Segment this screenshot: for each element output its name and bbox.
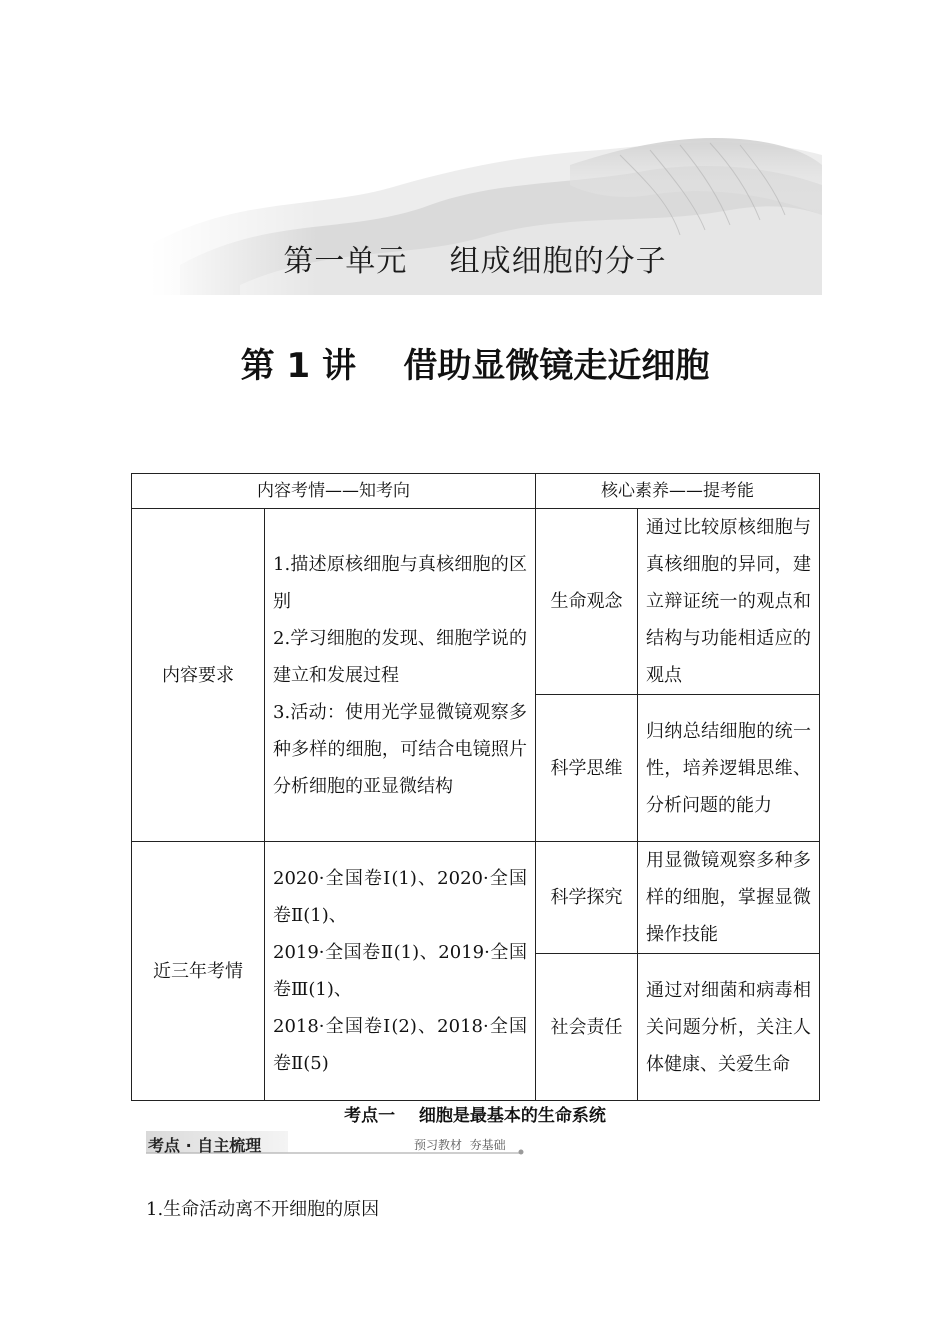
review-subtitle: 预习教材 夯基础	[414, 1138, 506, 1152]
table-header-row	[132, 474, 820, 509]
review-label: 考点 · 自主梳理	[148, 1136, 262, 1155]
table-row	[132, 842, 820, 954]
recent-exams-cell	[265, 842, 536, 1101]
literacy-name: 科学思维	[536, 695, 638, 842]
header-core-literacy: 核心素养——提考能	[536, 474, 820, 509]
exam-item: 2020·全国卷Ⅰ(1)、2020·全国卷Ⅱ(1)、	[273, 868, 527, 926]
requirement-item: 2.学习细胞的发现、细胞学说的建立和发展过程	[273, 627, 527, 686]
literacy-desc: 用显微镜观察多种多样的细胞，掌握显微操作技能	[638, 842, 820, 954]
requirement-item: 1.描述原核细胞与真核细胞的区别	[273, 553, 527, 612]
literacy-name: 科学探究	[536, 842, 638, 954]
content-requirements-label: 内容要求	[132, 509, 265, 842]
unit-title: 第一单元 组成细胞的分子	[283, 244, 667, 279]
recent-exams-label: 近三年考情	[132, 842, 265, 1101]
literacy-desc: 通过比较原核细胞与真核细胞的异同，建立辩证统一的观点和结构与功能相适应的观点	[638, 509, 820, 695]
table-row	[132, 509, 820, 695]
requirement-item: 3.活动：使用光学显微镜观察多种多样的细胞，可结合电镜照片分析细胞的亚显微结构	[273, 701, 527, 797]
literacy-desc: 归纳总结细胞的统一性，培养逻辑思维、分析问题的能力	[638, 695, 820, 842]
literacy-desc: 通过对细菌和病毒相关问题分析，关注人体健康、关爱生命	[638, 954, 820, 1101]
literacy-name: 社会责任	[536, 954, 638, 1101]
body-paragraph: 1.生命活动离不开细胞的原因	[146, 1199, 380, 1220]
exam-item: 2018·全国卷Ⅰ(2)、2018·全国卷Ⅱ(5)	[273, 1016, 527, 1074]
header-content-exam: 内容考情——知考向	[132, 474, 536, 509]
lecture-title: 第 1 讲 借助显微镜走近细胞	[240, 346, 710, 386]
overview-table	[131, 473, 820, 1101]
exam-item: 2019·全国卷Ⅱ(1)、2019·全国卷Ⅲ(1)、	[273, 942, 527, 1000]
content-requirements-cell	[265, 509, 536, 842]
literacy-name: 生命观念	[536, 509, 638, 695]
section-title: 考点一 细胞是最基本的生命系统	[344, 1106, 606, 1126]
